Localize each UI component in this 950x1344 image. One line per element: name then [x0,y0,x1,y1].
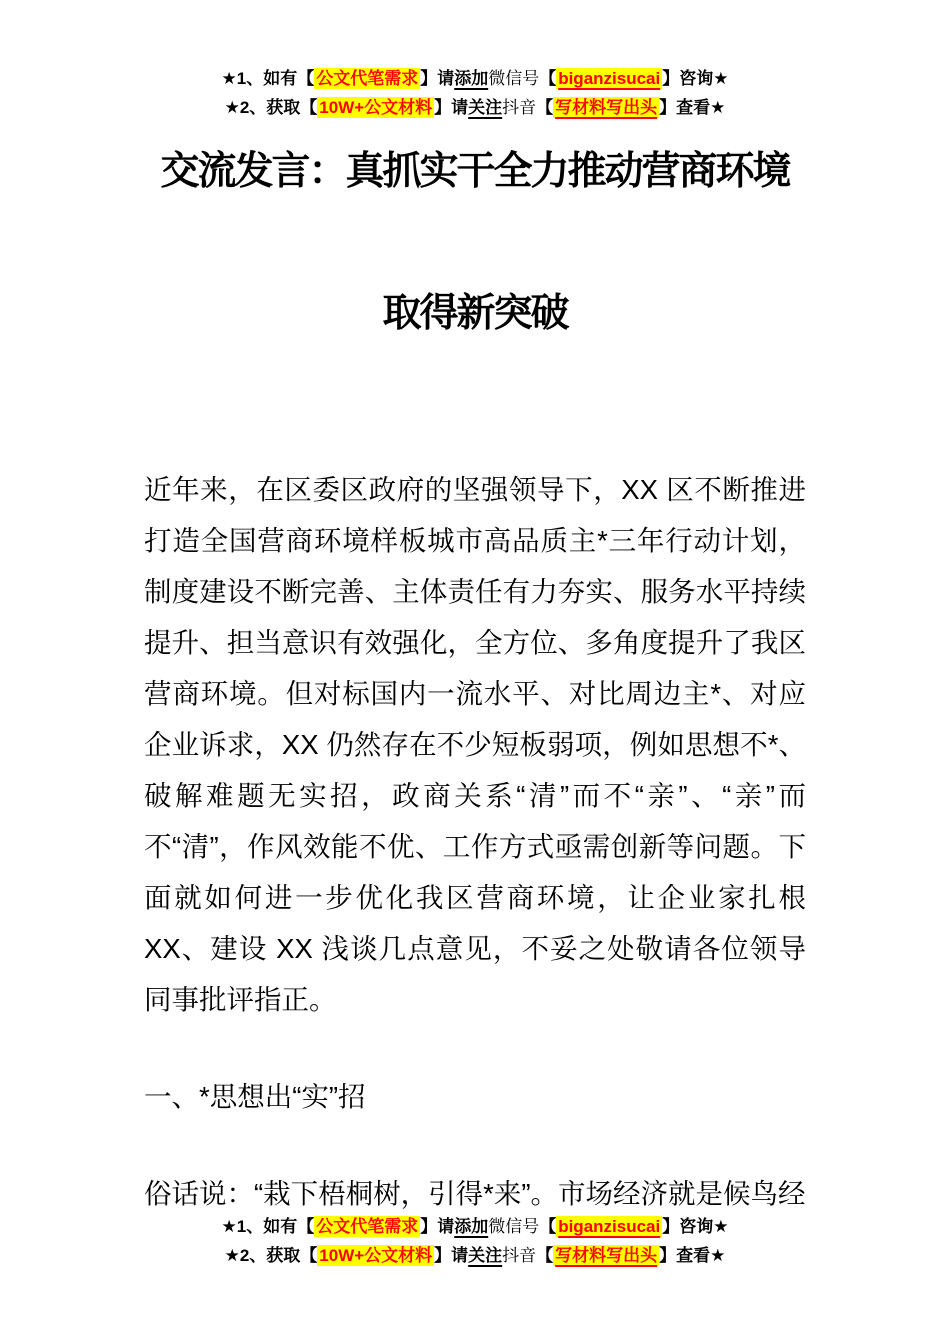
promo-segment: 【 [539,69,557,88]
promo-segment: 】请 [420,1217,455,1236]
promo-segment: 公文代笔需求 [316,69,419,88]
promo-segment: ★2、获取【 [224,98,318,117]
promo-segment: biganzisucai [558,69,661,88]
promo-segment: 】请 [434,1246,469,1265]
promo-segment: ★2、获取【 [224,1246,318,1265]
promo-segment: 关注 [468,1246,503,1265]
promo-segment: 关注 [468,98,503,117]
promo-segment: 】请 [420,69,455,88]
promo-segment: biganzisucai [558,1217,661,1236]
promo-segment: 【 [536,1246,554,1265]
document-title-line-2: 取得新突破 [382,292,568,335]
promo-segment: ★1、如有【 [221,1217,315,1236]
promo-line [0,93,950,122]
promo-header [0,64,950,122]
promo-segment: 微信号 [488,69,540,88]
promo-segment: 】咨询★ [662,69,729,88]
promo-segment: 10W+公文材料 [319,98,433,117]
promo-segment: 【 [539,1217,557,1236]
promo-segment: 写材料写出头 [555,1246,658,1265]
promo-segment: 添加 [454,1217,489,1236]
promo-segment: 写材料写出头 [555,98,658,117]
promo-segment: 】咨询★ [662,1217,729,1236]
promo-segment: 】查看★ [659,1246,726,1265]
promo-segment: 抖音 [502,98,537,117]
promo-line [0,1241,950,1270]
promo-segment: 抖音 [502,1246,537,1265]
promo-footer [0,1212,950,1270]
promo-segment: 10W+公文材料 [319,1246,433,1265]
body-paragraph: 近年来，在区委区政府的坚强领导下，XX 区不断推进打造全国营商环境样板城市高品质主*三年行动计划，制度建设不断完善、主体责任有力夯实、服务水平持续提升、担当意识有效强化，全方位、多角度提升了我区营商环境。但对标国内一流水平、对比周边主*、对应企业诉求，XX 仍然存在不少短板弱项，例如思想不*、破解难题无实招，政商关系“清”而不“亲”、“亲”而不“清”，作风效能不优、工作方式亟需创新等问题。下面就如何进一步优化我区营商环境，让企业家扎根 XX、建设 XX 浅谈几点意见，不妥之处敬请各位领导同事批评指正。 [144,474,806,1015]
promo-segment: 】查看★ [659,98,726,117]
section-heading: 一、*思想出“实”招 [144,1081,366,1112]
promo-segment: 公文代笔需求 [316,1217,419,1236]
promo-segment: ★1、如有【 [221,69,315,88]
promo-segment: 微信号 [488,1217,540,1236]
promo-line [0,1212,950,1241]
document-body [144,464,806,1219]
promo-segment: 【 [536,98,554,117]
document-title-line-1: 交流发言：真抓实干全力推动营商环境 [160,150,790,193]
promo-segment: 】请 [434,98,469,117]
body-paragraph: 俗话说：“栽下梧桐树，引得*来”。市场经济就是候鸟经 [144,1178,806,1209]
promo-segment: 添加 [454,69,489,88]
promo-line [0,64,950,93]
